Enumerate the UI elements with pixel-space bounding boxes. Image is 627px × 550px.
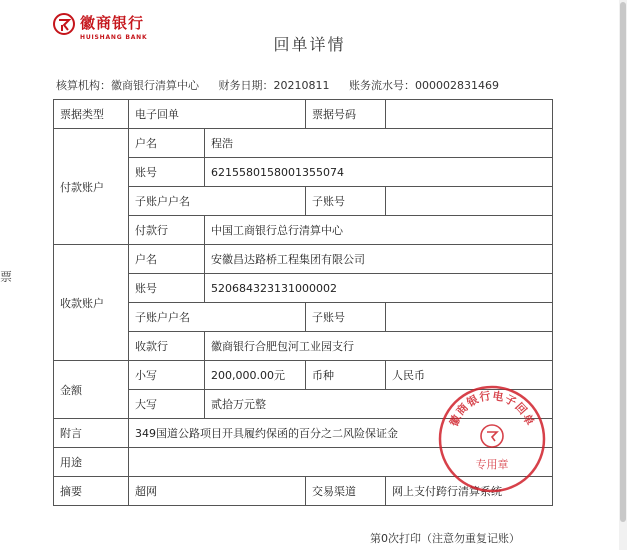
amount-big-label: 大写 [129,390,205,419]
table-row [54,245,553,274]
payer-sub-account-value [386,187,553,216]
payer-account-value: 6215580158001355074 [205,158,553,187]
table-row [54,187,553,216]
payee-account-label: 账号 [129,274,205,303]
amount-small-value: 200,000.00元 [205,361,306,390]
bank-name-cn: 徽商银行 [80,14,145,32]
receipt-stamp [437,384,547,494]
payer-section-label: 付款账户 [54,129,129,245]
bill-no-value [386,100,553,129]
page-title: 回单详情 [273,35,346,54]
receipt-meta [56,77,515,93]
bank-name-en: HUISHANG BANK [80,34,148,41]
amount-big-value: 贰拾万元整 [205,390,553,419]
svg-text:徽商银行电子回单 [446,388,537,428]
payee-account-value: 520684323131000002 [205,274,553,303]
payee-bank-label: 收款行 [129,332,205,361]
bill-no-label: 票据号码 [306,100,386,129]
payee-sub-account-value [386,303,553,332]
table-row [54,303,553,332]
payer-sub-name-label: 子账户户名 [129,187,306,216]
stamp-emblem-icon [481,425,503,447]
payer-bank-value: 中国工商银行总行清算中心 [205,216,553,245]
payer-name-label: 户名 [129,129,205,158]
channel-label: 交易渠道 [306,477,386,506]
payee-name-label: 户名 [129,245,205,274]
payee-section-label: 收款账户 [54,245,129,361]
summary-value: 超网 [129,477,306,506]
meta-serial: 账务流水号：000002831469 [349,79,499,92]
currency-label: 币种 [306,361,386,390]
table-row [54,274,553,303]
channel-value: 网上支付跨行清算系统 [386,477,553,506]
payee-sub-account-label: 子账号 [306,303,386,332]
scrollbar-thumb[interactable] [620,2,626,522]
currency-value: 人民币 [386,361,553,390]
table-row [54,216,553,245]
vertical-scrollbar[interactable] [619,0,627,550]
stamp-ring-text: 徽商银行电子回单 [447,389,537,429]
amount-section-label: 金额 [54,361,129,419]
table-row [54,332,553,361]
stamp-center-text: 专用章 [475,458,509,471]
bill-type-value: 电子回单 [129,100,306,129]
meta-date: 财务日期：20210811 [218,79,330,92]
bill-type-label: 票据类型 [54,100,129,129]
print-count-note: 第0次打印（注意勿重复记账） [370,532,520,545]
table-row [54,158,553,187]
amount-small-label: 小写 [129,361,205,390]
payer-account-label: 账号 [129,158,205,187]
usage-label: 用途 [54,448,129,477]
payer-sub-account-label: 子账号 [306,187,386,216]
table-row [54,100,553,129]
remark-value: 349国道公路项目开具履约保函的百分之二风险保证金 [129,419,553,448]
payer-name-value: 程浩 [205,129,553,158]
payee-bank-value: 徽商银行合肥包河工业园支行 [205,332,553,361]
meta-org: 核算机构：徽商银行清算中心 [56,79,199,92]
edge-char: 票 [0,270,13,284]
payer-bank-label: 付款行 [129,216,205,245]
payee-name-value: 安徽昌达路桥工程集团有限公司 [205,245,553,274]
table-row [54,129,553,158]
payee-sub-name-label: 子账户户名 [129,303,306,332]
summary-label: 摘要 [54,477,129,506]
remark-label: 附言 [54,419,129,448]
